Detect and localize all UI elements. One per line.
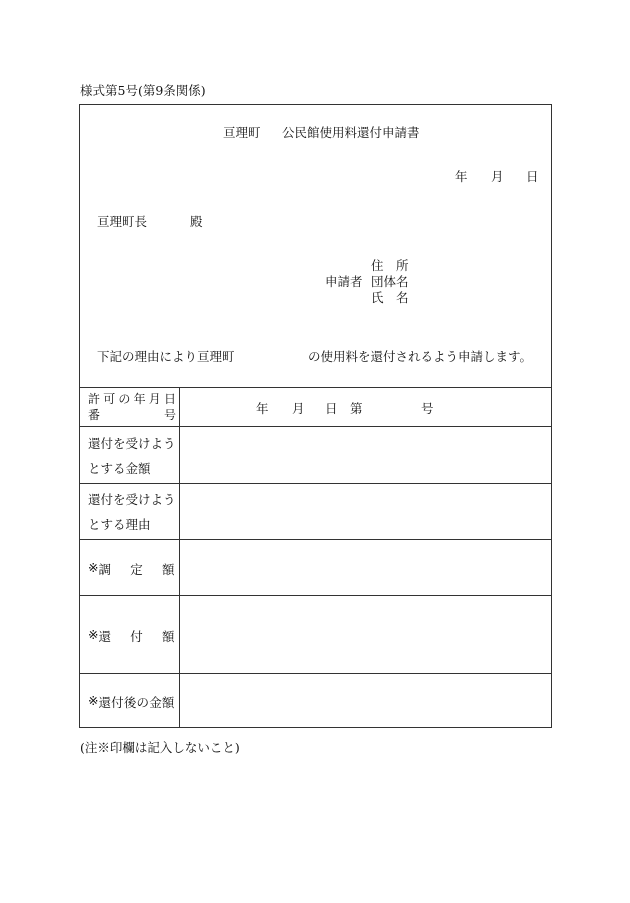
permit-label-line1: 許 可 の 年 月 日: [88, 392, 176, 406]
permit-month: 月: [292, 401, 305, 416]
applicant-organization-label: 団体名: [371, 274, 409, 289]
addressee-honorific: 殿: [190, 214, 203, 229]
footnote: (注※印欄は記入しないこと): [80, 740, 240, 755]
permit-year: 年: [256, 401, 269, 416]
date-month: 月: [491, 169, 504, 184]
after-refund-amount-label: ※ 還 付 後 の 金 額: [88, 693, 175, 710]
application-form: [79, 104, 552, 728]
refund-amount-label: 還付を受けよう とする金額: [88, 436, 176, 476]
date-day: 日: [526, 169, 539, 184]
date-year: 年: [455, 169, 468, 184]
applicant-label: 申請者: [325, 274, 363, 289]
refund-label: ※ 還 付 額: [88, 627, 175, 644]
assessed-amount-label: ※ 調 定 額: [88, 560, 175, 577]
statement-prefix: 下記の理由により亘理町: [97, 349, 235, 364]
form-title: 公民館使用料還付申請書: [282, 125, 420, 140]
row-divider: [80, 673, 551, 674]
form-number: 様式第5号(第9条関係): [80, 83, 206, 98]
statement-suffix: の使用料を還付されるよう申請します。: [308, 349, 533, 364]
row-divider: [80, 483, 551, 484]
addressee-name: 亘理町長: [97, 214, 148, 229]
refund-reason-label: 還付を受けよう とする理由: [88, 492, 176, 532]
permit-label: [88, 391, 176, 423]
applicant-name-label: 氏 名: [371, 290, 409, 305]
row-divider: [80, 539, 551, 540]
permit-dai: 第: [350, 401, 363, 416]
applicant-address-label: 住 所: [371, 258, 409, 273]
permit-day: 日: [325, 401, 338, 416]
row-divider: [80, 595, 551, 596]
permit-label-line2: 番 号: [88, 408, 176, 422]
town-name: 亘理町: [223, 125, 261, 140]
row-divider: [80, 426, 551, 427]
column-divider: [179, 387, 180, 727]
table-top-line: [80, 387, 551, 388]
permit-go: 号: [421, 401, 434, 416]
